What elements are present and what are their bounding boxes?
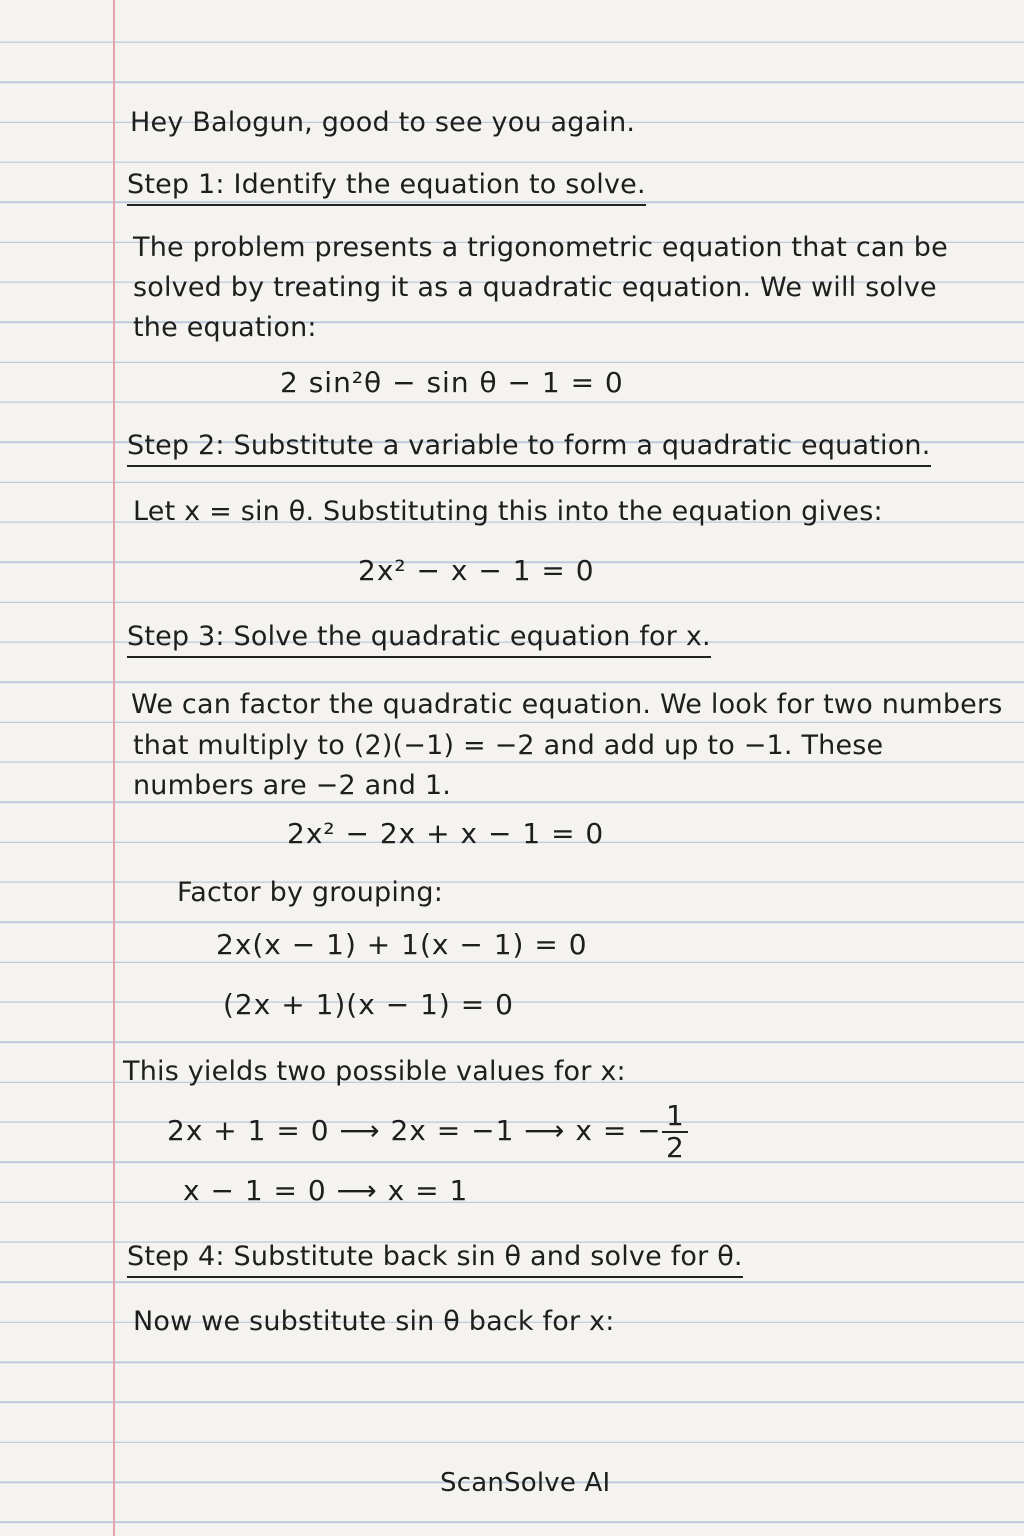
step-2-equation: 2x² − x − 1 = 0 [358,554,595,587]
footer-brand: ScanSolve AI [440,1468,611,1498]
fraction-denominator: 2 [666,1131,684,1164]
step-3-paragraph-line: numbers are −2 and 1. [133,770,451,801]
step-1-heading: Step 1: Identify the equation to solve. [127,168,646,206]
step-1-paragraph-line: The problem presents a trigonometric equation that can be [133,232,948,263]
step-3-equation: 2x² − 2x + x − 1 = 0 [287,817,605,850]
fraction-numerator: 1 [662,1101,688,1133]
step-4-paragraph-line: Now we substitute sin θ back for x: [133,1306,615,1337]
step-1-paragraph-line: solved by treating it as a quadratic equation. We will solve [133,272,937,303]
step-3-heading: Step 3: Solve the quadratic equation for x. [127,620,711,658]
values-intro: This yields two possible values for x: [123,1056,626,1087]
step-3-paragraph-line: We can factor the quadratic equation. We look for two numbers [131,689,1003,720]
margin-line [113,0,115,1536]
grouping-equation: (2x + 1)(x − 1) = 0 [223,988,514,1021]
step-1-paragraph-line: the equation: [133,312,317,343]
step-3-paragraph-line: that multiply to (2)(−1) = −2 and add up to −1. These [133,730,884,761]
step-2-paragraph-line: Let x = sin θ. Substituting this into the equation gives: [133,496,883,527]
solution-1-fraction [662,1101,688,1163]
grouping-label: Factor by grouping: [177,877,443,908]
greeting: Hey Balogun, good to see you again. [130,107,636,138]
solution-1: 2x + 1 = 0 ⟶ 2x = −1 ⟶ x = − [167,1114,662,1147]
step-2-heading: Step 2: Substitute a variable to form a quadratic equation. [127,429,931,467]
step-1-equation: 2 sin²θ − sin θ − 1 = 0 [280,366,624,399]
step-4-heading: Step 4: Substitute back sin θ and solve for θ. [127,1240,743,1278]
grouping-equation: 2x(x − 1) + 1(x − 1) = 0 [216,928,588,961]
solution-2: x − 1 = 0 ⟶ x = 1 [183,1174,469,1207]
